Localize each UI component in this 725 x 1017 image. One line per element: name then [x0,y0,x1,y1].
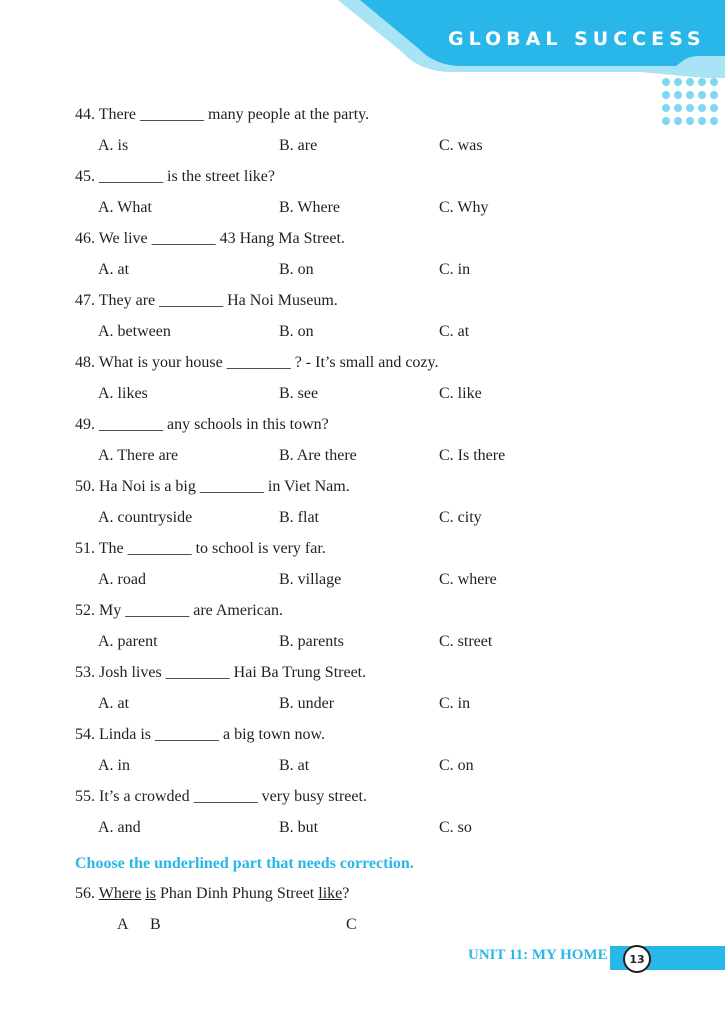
footer-bar [598,943,725,973]
unit-footer [468,947,608,964]
question-56-end: ? [342,885,350,902]
question-56-number: 56. [75,885,95,902]
letter-a: A [117,916,129,933]
option-c[interactable]: C. Why [439,199,489,216]
option-b[interactable]: B. under [279,695,335,712]
option-b[interactable]: B. village [279,571,342,588]
question-55-options [75,817,695,848]
option-b[interactable]: B. parents [279,633,344,650]
letter-c: C [346,916,357,933]
option-c[interactable]: C. in [439,695,471,712]
question-53: 53. Josh lives ________ Hai Ba Trung Street. [75,664,367,681]
option-c[interactable]: C. on [439,757,474,774]
question-49-options [75,445,695,476]
option-c[interactable]: C. at [439,323,470,340]
question-52: 52. My ________ are American. [75,602,283,619]
option-a[interactable]: A. parent [98,633,158,650]
option-b[interactable]: B. on [279,261,314,278]
question-51: 51. The ________ to school is very far. [75,540,326,557]
question-54-options [75,755,695,786]
brand-title: GLOBAL SUCCESS [448,28,706,50]
option-c[interactable]: C. street [439,633,493,650]
question-55: 55. It’s a crowded ________ very busy street. [75,788,367,805]
option-a[interactable]: A. countryside [98,509,193,526]
option-c[interactable]: C. city [439,509,482,526]
question-56-middle: Phan Dinh Phung Street [160,885,315,902]
option-c[interactable]: C. like [439,385,482,402]
option-c[interactable]: C. so [439,819,472,836]
option-a[interactable]: A. at [98,261,130,278]
question-list [75,104,695,848]
option-b[interactable]: B. but [279,819,319,836]
question-53-options [75,693,695,724]
question-47: 47. They are ________ Ha Noi Museum. [75,292,338,309]
option-a[interactable]: A. road [98,571,146,588]
option-a[interactable]: A. and [98,819,141,836]
question-45: 45. ________ is the street like? [75,168,275,185]
question-47-options [75,321,695,352]
option-a[interactable]: A. What [98,199,152,216]
question-50: 50. Ha Noi is a big ________ in Viet Nam. [75,478,350,495]
letter-b: B [150,916,161,933]
question-44-options [75,135,695,166]
option-b[interactable]: B. Where [279,199,341,216]
option-b[interactable]: B. Are there [279,447,357,464]
question-56-letters [75,914,695,944]
page-number: 13 [629,952,645,966]
option-a[interactable]: A. There are [98,447,179,464]
question-44: 44. There ________ many people at the party. [75,106,370,123]
question-49: 49. ________ any schools in this town? [75,416,329,433]
option-c[interactable]: C. where [439,571,497,588]
question-48-options [75,383,695,414]
exercise-content [75,104,695,944]
question-56 [75,883,695,914]
page-number-badge [623,945,651,973]
question-50-options [75,507,695,538]
option-a[interactable]: A. at [98,695,130,712]
section-instruction: Choose the underlined part that needs correction. [75,855,414,872]
option-b[interactable]: B. see [279,385,319,402]
underlined-part-a[interactable]: Where [98,885,142,902]
question-45-options [75,197,695,228]
question-52-options [75,631,695,662]
question-48: 48. What is your house ________ ? - It’s small and cozy. [75,354,439,371]
question-46: 46. We live ________ 43 Hang Ma Street. [75,230,345,247]
option-b[interactable]: B. at [279,757,310,774]
underlined-part-c[interactable]: like [318,885,343,902]
question-54: 54. Linda is ________ a big town now. [75,726,326,743]
question-46-options [75,259,695,290]
option-c[interactable]: C. Is there [439,447,506,464]
option-a[interactable]: A. is [98,137,129,154]
option-c[interactable]: C. was [439,137,483,154]
option-b[interactable]: B. on [279,323,314,340]
option-b[interactable]: B. are [279,137,318,154]
option-a[interactable]: A. likes [98,385,148,402]
option-a[interactable]: A. between [98,323,171,340]
option-b[interactable]: B. flat [279,509,319,526]
page-header [0,0,725,80]
underlined-part-b[interactable]: is [145,885,157,902]
question-51-options [75,569,695,600]
unit-title: UNIT 11: MY HOME [468,947,608,963]
option-a[interactable]: A. in [98,757,130,774]
option-c[interactable]: C. in [439,261,471,278]
